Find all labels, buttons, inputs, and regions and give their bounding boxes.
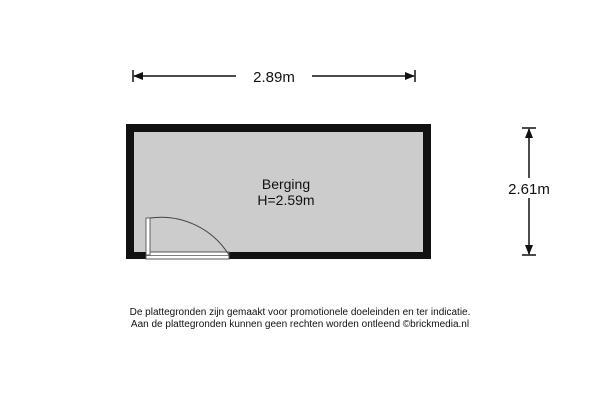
- depth-dimension: [498, 128, 560, 255]
- disclaimer-line-1: De plattegronden zijn gemaakt voor promotionele doeleinden en ter indicatie.: [129, 307, 471, 318]
- room-name: Berging: [261, 176, 311, 192]
- room-height: H=2.59m: [257, 192, 315, 208]
- depth-dimension-label: 2.61m: [508, 181, 550, 198]
- width-dimension: [133, 64, 415, 86]
- door-leaf: [146, 218, 150, 255]
- disclaimer-line-2: Aan de plattegronden kunnen geen rechten worden ontleend ©brickmedia.nl: [130, 319, 470, 330]
- width-dimension-label: 2.89m: [253, 69, 295, 86]
- room-berging: [126, 124, 431, 259]
